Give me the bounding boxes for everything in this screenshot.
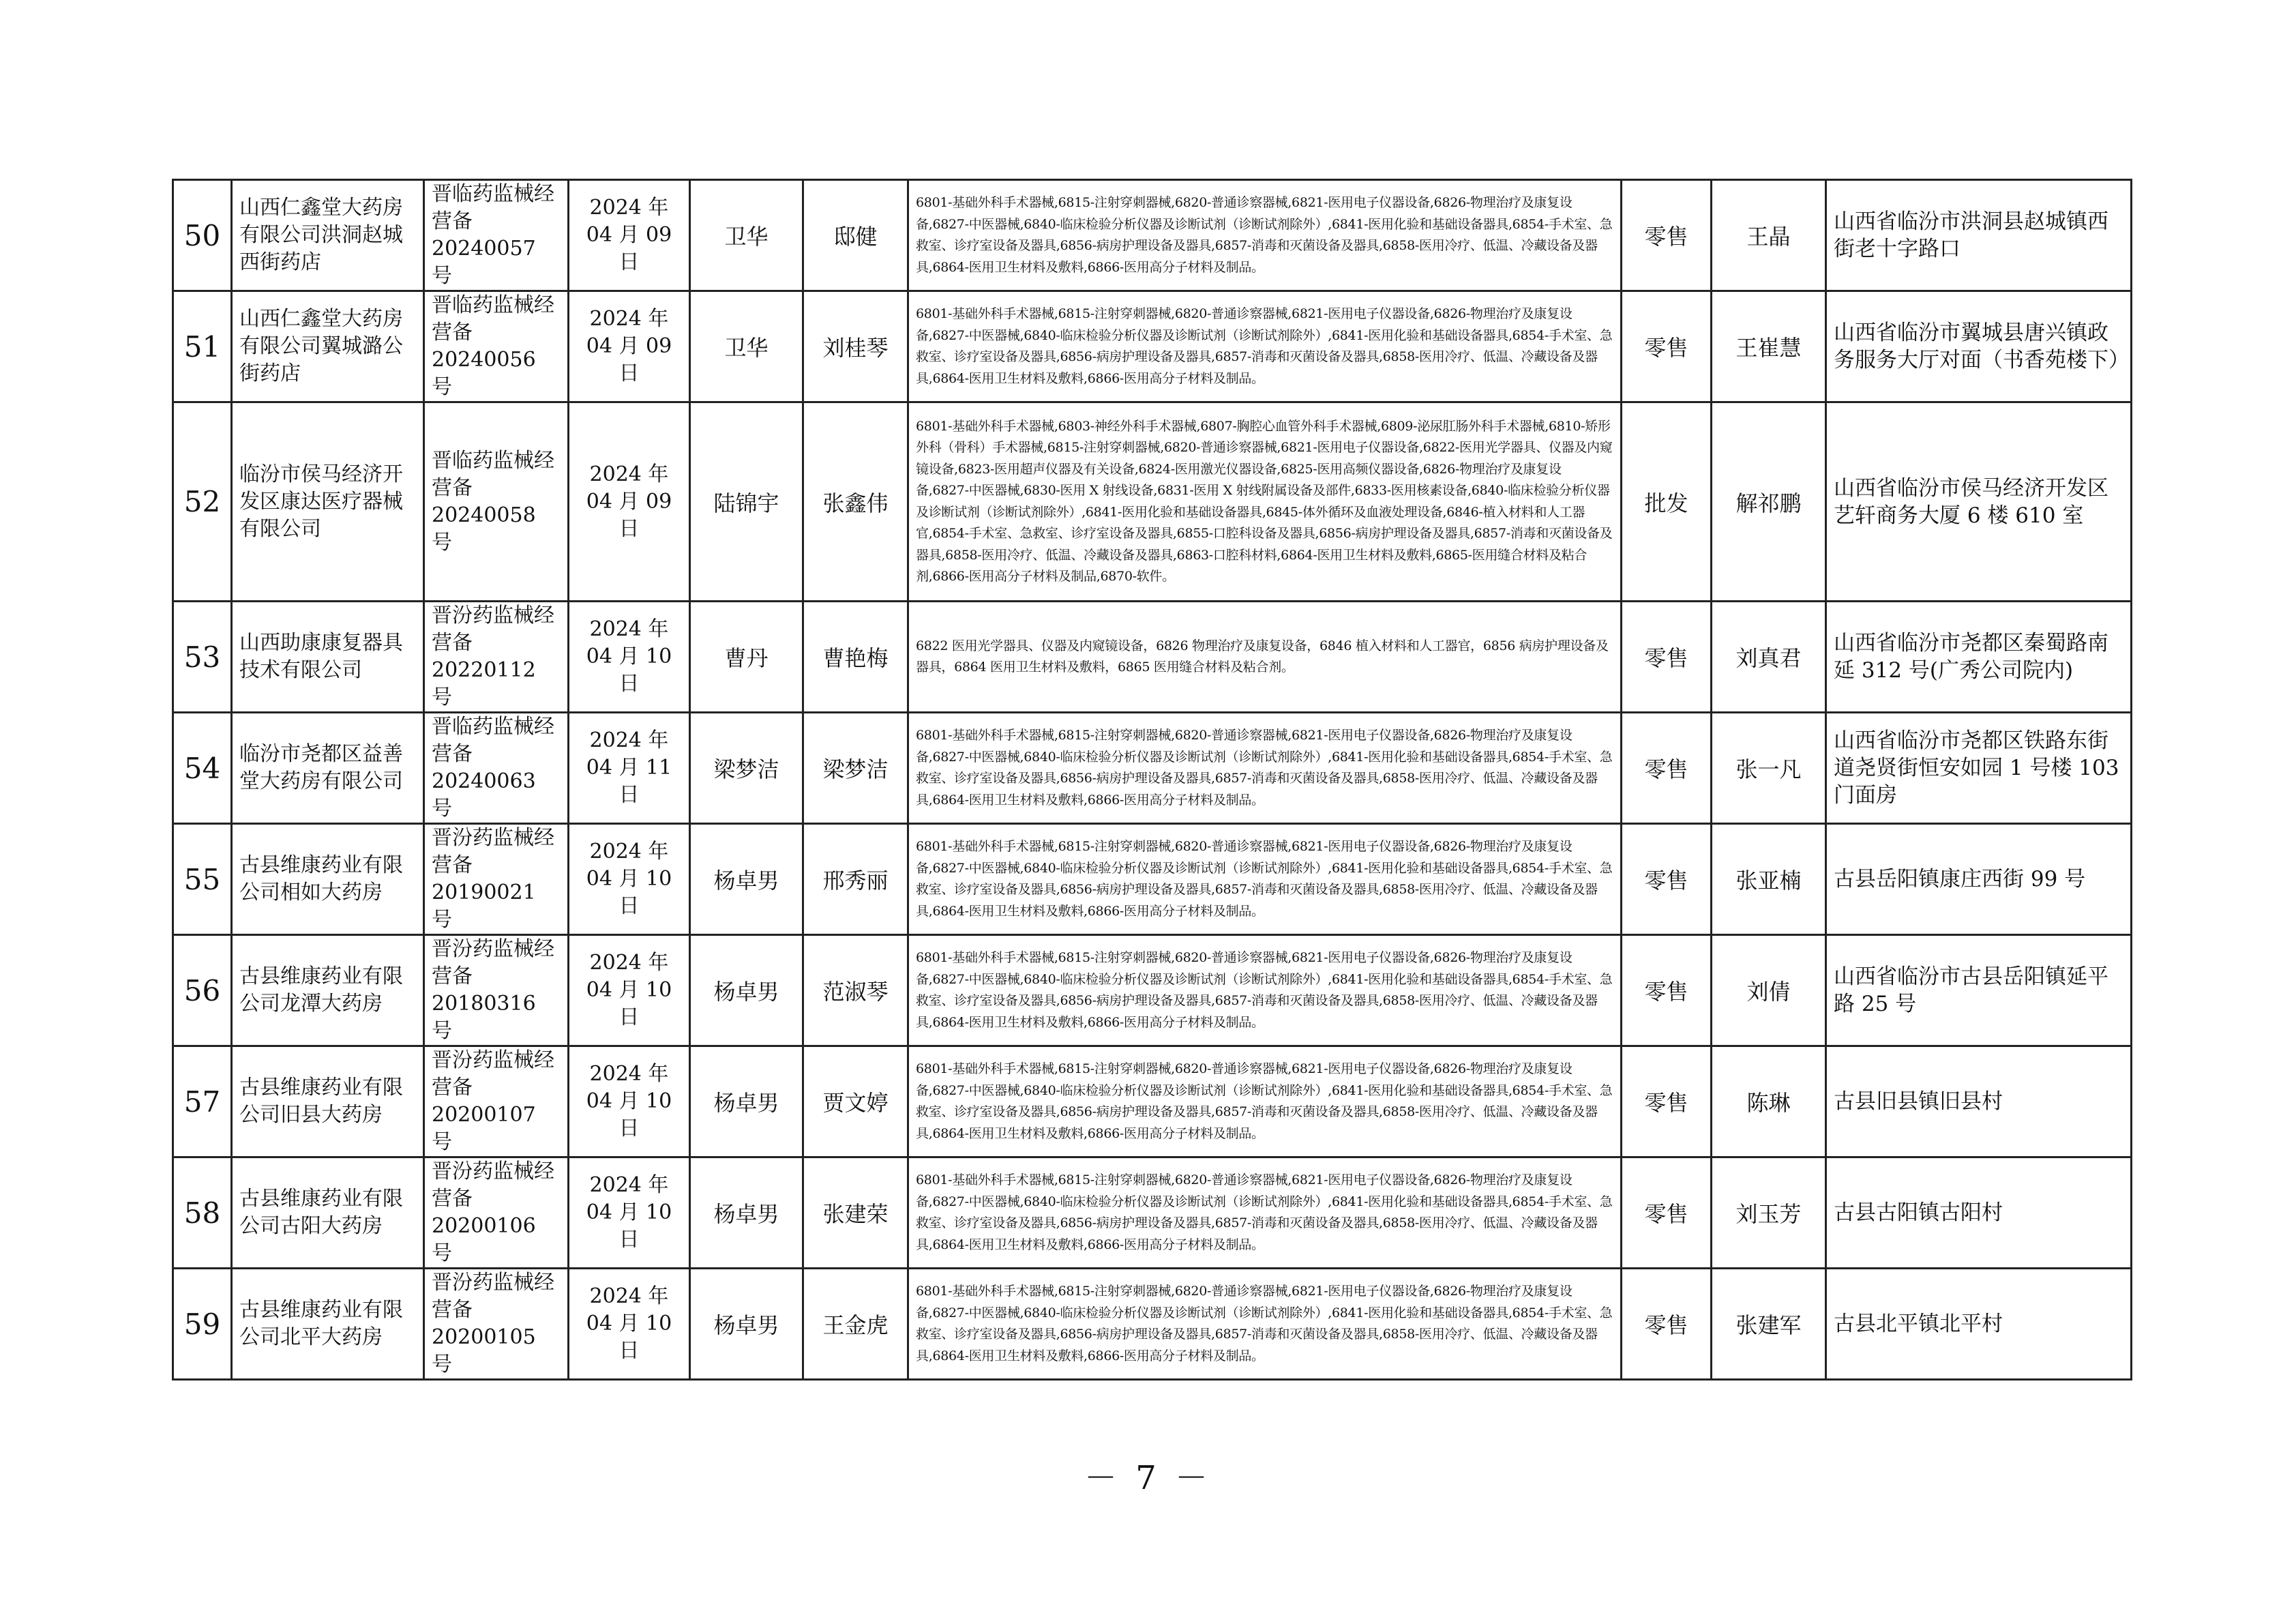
enterprise-head-cell: 曹艳梅 [803,602,908,713]
record-number-cell: 晋临药监械经营备 20240057 号 [424,180,569,291]
table-row [173,402,2132,602]
quality-manager-cell: 王崔慧 [1712,291,1826,402]
business-mode-cell: 批发 [1622,402,1712,602]
quality-manager-cell: 张亚楠 [1712,824,1826,935]
enterprise-head-cell: 王金虎 [803,1269,908,1380]
quality-manager-cell: 王晶 [1712,180,1826,291]
table-row [173,1269,2132,1380]
business-scope-cell: 6801-基础外科手术器械,6815-注射穿刺器械,6820-普通诊察器械,6821-医用电子仪器设备,6826-物理治疗及康复设备,6827-中医器械,6840-临床检验分析仪器及诊断试剂（诊断试剂除外）,6841-医用化验和基础设备器具,6854-手术室、急救室、诊疗室设备及器具,6856-病房护理设备及器具,6857-消毒和灭菌设备及器具,6858-医用冷疗、低温、冷藏设备及器具,6864-医用卫生材料及敷料,6866-医用高分子材料及制品。 [908,1046,1622,1157]
record-number-cell: 晋汾药监械经营备 20220112 号 [424,602,569,713]
business-mode-cell: 零售 [1622,713,1712,824]
business-mode-cell: 零售 [1622,824,1712,935]
business-mode-cell: 零售 [1622,291,1712,402]
enterprise-head-cell: 范淑琴 [803,935,908,1046]
enterprise-head-cell: 邸健 [803,180,908,291]
business-scope-cell: 6801-基础外科手术器械,6803-神经外科手术器械,6807-胸腔心血管外科手术器械,6809-泌尿肛肠外科手术器械,6810-矫形外科（骨科）手术器械,6815-注射穿刺器械,6820-普通诊察器械,6821-医用电子仪器设备,6822-医用光学器具、仪器及内窥镜设备,6823-医用超声仪器及有关设备,6824-医用激光仪器设备,6825-医用高频仪器设备,6826-物理治疗及康复设备,6827-中医器械,6830-医用 X 射线设备,6831-医用 X 射线附属设备及部件,6833-医用核素设备,6840-临床检验分析仪器及诊断试剂（诊断试剂除外）,6841-医用化验和基础设备器具,6845-体外循环及血液处理设备,6846-植入材料和人工器官,6854-手术室、急救室、诊疗室设备及器具,6855-口腔科设备及器具,6856-病房护理设备及器具,6857-消毒和灭菌设备及器具,6858-医用冷疗、低温、冷藏设备及器具,6863-口腔科材料,6864-医用卫生材料及敷料,6865-医用缝合材料及粘合剂,6866-医用高分子材料及制品,6870-软件。 [908,402,1622,602]
business-address-cell: 山西省临汾市洪洞县赵城镇西街老十字路口 [1826,180,2132,291]
record-number-cell: 晋临药监械经营备 20240058 号 [424,402,569,602]
record-date-cell: 2024 年 04 月 09 日 [569,291,690,402]
business-scope-cell: 6801-基础外科手术器械,6815-注射穿刺器械,6820-普通诊察器械,6821-医用电子仪器设备,6826-物理治疗及康复设备,6827-中医器械,6840-临床检验分析仪器及诊断试剂（诊断试剂除外）,6841-医用化验和基础设备器具,6854-手术室、急救室、诊疗室设备及器具,6856-病房护理设备及器具,6857-消毒和灭菌设备及器具,6858-医用冷疗、低温、冷藏设备及器具,6864-医用卫生材料及敷料,6866-医用高分子材料及制品。 [908,1269,1622,1380]
table-row [173,291,2132,402]
row-number-cell: 54 [173,713,232,824]
table-row [173,1046,2132,1157]
legal-representative-cell: 杨卓男 [690,1157,803,1269]
record-date-cell: 2024 年 04 月 11 日 [569,713,690,824]
legal-representative-cell: 梁梦洁 [690,713,803,824]
business-address-cell: 山西省临汾市古县岳阳镇延平路 25 号 [1826,935,2132,1046]
record-number-cell: 晋临药监械经营备 20240056 号 [424,291,569,402]
table-row [173,713,2132,824]
enterprise-head-cell: 邢秀丽 [803,824,908,935]
business-address-cell: 古县旧县镇旧县村 [1826,1046,2132,1157]
row-number-cell: 51 [173,291,232,402]
enterprise-name-cell: 古县维康药业有限公司古阳大药房 [232,1157,424,1269]
table-body [173,180,2132,1380]
business-mode-cell: 零售 [1622,1269,1712,1380]
enterprise-name-cell: 山西仁鑫堂大药房有限公司翼城潞公街药店 [232,291,424,402]
quality-manager-cell: 刘真君 [1712,602,1826,713]
legal-representative-cell: 杨卓男 [690,1269,803,1380]
registration-table [172,179,2132,1381]
row-number-cell: 57 [173,1046,232,1157]
record-number-cell: 晋汾药监械经营备 20190021 号 [424,824,569,935]
legal-representative-cell: 卫华 [690,291,803,402]
legal-representative-cell: 曹丹 [690,602,803,713]
table-row [173,935,2132,1046]
business-scope-cell: 6822 医用光学器具、仪器及内窥镜设备，6826 物理治疗及康复设备，6846 植入材料和人工器官，6856 病房护理设备及器具，6864 医用卫生材料及敷料，6865 医用缝合材料及粘合剂。 [908,602,1622,713]
business-scope-cell: 6801-基础外科手术器械,6815-注射穿刺器械,6820-普通诊察器械,6821-医用电子仪器设备,6826-物理治疗及康复设备,6827-中医器械,6840-临床检验分析仪器及诊断试剂（诊断试剂除外）,6841-医用化验和基础设备器具,6854-手术室、急救室、诊疗室设备及器具,6856-病房护理设备及器具,6857-消毒和灭菌设备及器具,6858-医用冷疗、低温、冷藏设备及器具,6864-医用卫生材料及敷料,6866-医用高分子材料及制品。 [908,1157,1622,1269]
record-number-cell: 晋汾药监械经营备 20200105 号 [424,1269,569,1380]
quality-manager-cell: 张一凡 [1712,713,1826,824]
business-address-cell: 古县北平镇北平村 [1826,1269,2132,1380]
business-address-cell: 古县古阳镇古阳村 [1826,1157,2132,1269]
record-date-cell: 2024 年 04 月 10 日 [569,1269,690,1380]
row-number-cell: 52 [173,402,232,602]
business-mode-cell: 零售 [1622,935,1712,1046]
record-date-cell: 2024 年 04 月 10 日 [569,824,690,935]
business-mode-cell: 零售 [1622,1157,1712,1269]
record-number-cell: 晋汾药监械经营备 20180316 号 [424,935,569,1046]
business-scope-cell: 6801-基础外科手术器械,6815-注射穿刺器械,6820-普通诊察器械,6821-医用电子仪器设备,6826-物理治疗及康复设备,6827-中医器械,6840-临床检验分析仪器及诊断试剂（诊断试剂除外）,6841-医用化验和基础设备器具,6854-手术室、急救室、诊疗室设备及器具,6856-病房护理设备及器具,6857-消毒和灭菌设备及器具,6858-医用冷疗、低温、冷藏设备及器具,6864-医用卫生材料及敷料,6866-医用高分子材料及制品。 [908,180,1622,291]
table-row [173,602,2132,713]
legal-representative-cell: 卫华 [690,180,803,291]
quality-manager-cell: 刘玉芳 [1712,1157,1826,1269]
table-row [173,1157,2132,1269]
legal-representative-cell: 陆锦宇 [690,402,803,602]
enterprise-head-cell: 张建荣 [803,1157,908,1269]
row-number-cell: 58 [173,1157,232,1269]
enterprise-head-cell: 张鑫伟 [803,402,908,602]
business-mode-cell: 零售 [1622,180,1712,291]
record-date-cell: 2024 年 04 月 10 日 [569,1157,690,1269]
record-number-cell: 晋汾药监械经营备 20200106 号 [424,1157,569,1269]
business-address-cell: 山西省临汾市翼城县唐兴镇政务服务大厅对面（书香苑楼下） [1826,291,2132,402]
enterprise-name-cell: 古县维康药业有限公司旧县大药房 [232,1046,424,1157]
enterprise-head-cell: 贾文婷 [803,1046,908,1157]
enterprise-name-cell: 古县维康药业有限公司龙潭大药房 [232,935,424,1046]
enterprise-head-cell: 梁梦洁 [803,713,908,824]
business-address-cell: 山西省临汾市尧都区秦蜀路南延 312 号(广秀公司院内) [1826,602,2132,713]
business-scope-cell: 6801-基础外科手术器械,6815-注射穿刺器械,6820-普通诊察器械,6821-医用电子仪器设备,6826-物理治疗及康复设备,6827-中医器械,6840-临床检验分析仪器及诊断试剂（诊断试剂除外）,6841-医用化验和基础设备器具,6854-手术室、急救室、诊疗室设备及器具,6856-病房护理设备及器具,6857-消毒和灭菌设备及器具,6858-医用冷疗、低温、冷藏设备及器具,6864-医用卫生材料及敷料,6866-医用高分子材料及制品。 [908,935,1622,1046]
quality-manager-cell: 刘倩 [1712,935,1826,1046]
record-date-cell: 2024 年 04 月 10 日 [569,935,690,1046]
table-row [173,824,2132,935]
table-row [173,180,2132,291]
record-date-cell: 2024 年 04 月 09 日 [569,180,690,291]
legal-representative-cell: 杨卓男 [690,935,803,1046]
business-mode-cell: 零售 [1622,1046,1712,1157]
quality-manager-cell: 陈琳 [1712,1046,1826,1157]
row-number-cell: 53 [173,602,232,713]
quality-manager-cell: 张建军 [1712,1269,1826,1380]
legal-representative-cell: 杨卓男 [690,824,803,935]
enterprise-name-cell: 临汾市尧都区益善堂大药房有限公司 [232,713,424,824]
record-date-cell: 2024 年 04 月 09 日 [569,402,690,602]
enterprise-name-cell: 古县维康药业有限公司北平大药房 [232,1269,424,1380]
record-date-cell: 2024 年 04 月 10 日 [569,602,690,713]
record-number-cell: 晋汾药监械经营备 20200107 号 [424,1046,569,1157]
business-scope-cell: 6801-基础外科手术器械,6815-注射穿刺器械,6820-普通诊察器械,6821-医用电子仪器设备,6826-物理治疗及康复设备,6827-中医器械,6840-临床检验分析仪器及诊断试剂（诊断试剂除外）,6841-医用化验和基础设备器具,6854-手术室、急救室、诊疗室设备及器具,6856-病房护理设备及器具,6857-消毒和灭菌设备及器具,6858-医用冷疗、低温、冷藏设备及器具,6864-医用卫生材料及敷料,6866-医用高分子材料及制品。 [908,713,1622,824]
page-number: － 7 － [1084,1459,1212,1497]
enterprise-name-cell: 古县维康药业有限公司相如大药房 [232,824,424,935]
row-number-cell: 55 [173,824,232,935]
row-number-cell: 59 [173,1269,232,1380]
business-mode-cell: 零售 [1622,602,1712,713]
enterprise-name-cell: 山西仁鑫堂大药房有限公司洪洞赵城西街药店 [232,180,424,291]
business-scope-cell: 6801-基础外科手术器械,6815-注射穿刺器械,6820-普通诊察器械,6821-医用电子仪器设备,6826-物理治疗及康复设备,6827-中医器械,6840-临床检验分析仪器及诊断试剂（诊断试剂除外）,6841-医用化验和基础设备器具,6854-手术室、急救室、诊疗室设备及器具,6856-病房护理设备及器具,6857-消毒和灭菌设备及器具,6858-医用冷疗、低温、冷藏设备及器具,6864-医用卫生材料及敷料,6866-医用高分子材料及制品。 [908,824,1622,935]
quality-manager-cell: 解祁鹏 [1712,402,1826,602]
record-number-cell: 晋临药监械经营备 20240063 号 [424,713,569,824]
business-address-cell: 古县岳阳镇康庄西街 99 号 [1826,824,2132,935]
business-address-cell: 山西省临汾市尧都区铁路东街道尧贤街恒安如园 1 号楼 103 门面房 [1826,713,2132,824]
row-number-cell: 56 [173,935,232,1046]
business-scope-cell: 6801-基础外科手术器械,6815-注射穿刺器械,6820-普通诊察器械,6821-医用电子仪器设备,6826-物理治疗及康复设备,6827-中医器械,6840-临床检验分析仪器及诊断试剂（诊断试剂除外）,6841-医用化验和基础设备器具,6854-手术室、急救室、诊疗室设备及器具,6856-病房护理设备及器具,6857-消毒和灭菌设备及器具,6858-医用冷疗、低温、冷藏设备及器具,6864-医用卫生材料及敷料,6866-医用高分子材料及制品。 [908,291,1622,402]
record-date-cell: 2024 年 04 月 10 日 [569,1046,690,1157]
enterprise-head-cell: 刘桂琴 [803,291,908,402]
row-number-cell: 50 [173,180,232,291]
enterprise-name-cell: 山西助康康复器具技术有限公司 [232,602,424,713]
enterprise-name-cell: 临汾市侯马经济开发区康达医疗器械有限公司 [232,402,424,602]
legal-representative-cell: 杨卓男 [690,1046,803,1157]
business-address-cell: 山西省临汾市侯马经济开发区艺轩商务大厦 6 楼 610 室 [1826,402,2132,602]
